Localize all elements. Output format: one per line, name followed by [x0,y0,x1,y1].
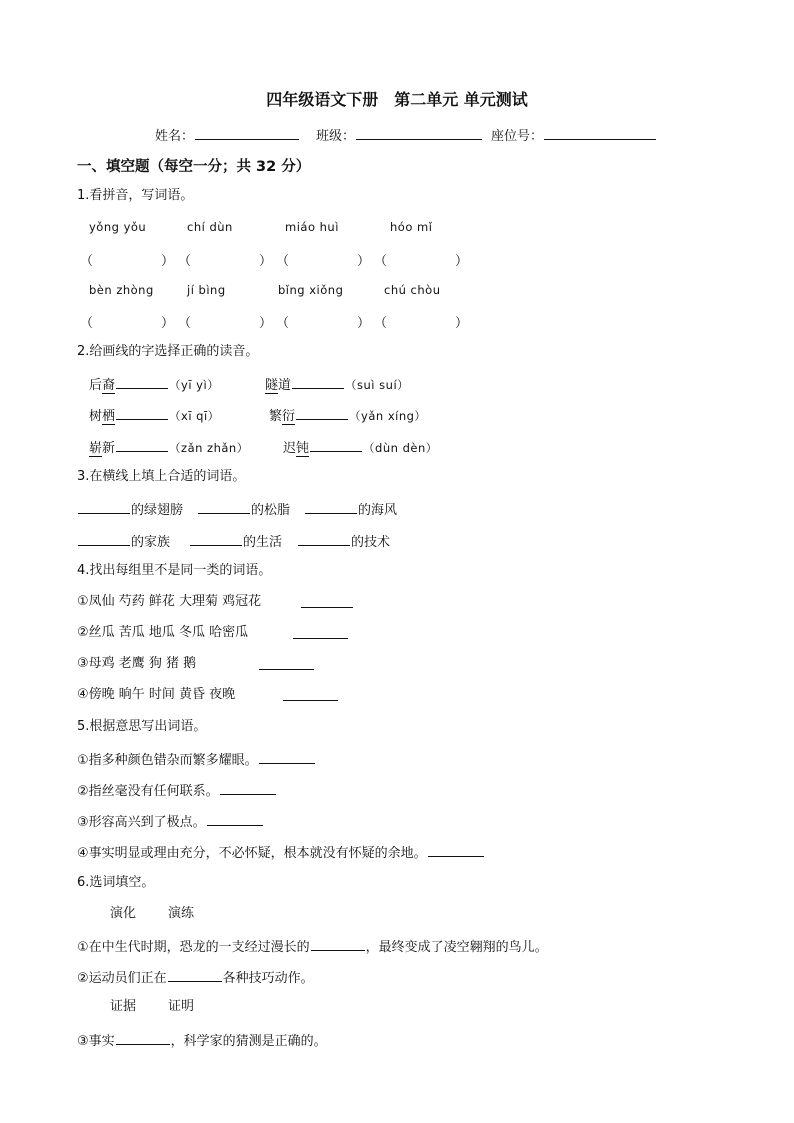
pinyin-5: bèn zhòng [89,283,154,297]
answer-box-7[interactable]: （ ） [276,316,371,331]
reading-item-5: 崭新 （zǎn zhǎn） [89,438,249,457]
meaning-item-2: ②指丝毫没有任何联系。 [77,781,277,800]
seat-blank[interactable] [544,126,656,140]
sentence-1: ①在中生代时期，恐龙的一支经过漫长的 ，最终变成了凌空翱翔的鸟儿。 [77,937,548,956]
word-option-3: 证据 [110,999,137,1014]
answer-box-8[interactable]: （ ） [374,316,469,331]
answer-blank[interactable] [220,781,276,795]
pinyin-3: miáo huì [285,220,339,234]
answer-blank[interactable] [168,968,222,982]
reading-item-6: 迟钝 （dùn dèn） [283,438,438,457]
answer-blank[interactable] [116,406,168,420]
name-blank[interactable] [195,126,299,140]
answer-blank[interactable] [259,656,314,670]
q3-prompt: 3.在横线上填上合适的词语。 [77,469,246,484]
meaning-item-3: ③形容高兴到了极点。 [77,812,264,831]
answer-blank[interactable] [78,532,130,546]
answer-blank[interactable] [311,937,365,951]
fill-item-5: 的生活 [189,532,282,551]
answer-blank[interactable] [305,500,357,514]
underlined-char: 栖 [102,409,116,424]
meaning-item-4: ④事实明显或理由充分，不必怀疑，根本就没有怀疑的余地。 [77,843,485,862]
class-label: 班级： [316,129,356,144]
word-option-2: 演练 [168,906,195,921]
class-field [316,126,483,145]
class-blank[interactable] [356,126,482,140]
group-item-2: ②丝瓜 苦瓜 地瓜 冬瓜 哈密瓜 [77,625,249,640]
q6-prompt: 6.选词填空。 [77,875,155,890]
pinyin-7: bǐng xiǒng [278,283,344,297]
underlined-char: 隧 [265,378,279,393]
answer-blank[interactable] [190,532,242,546]
pinyin-8: chú chòu [384,283,441,297]
meaning-item-1: ①指多种颜色错杂而繁多耀眼。 [77,750,316,769]
word-option-4: 证明 [168,999,195,1014]
fill-item-4: 的家族 [77,532,170,551]
pinyin-2: chí dùn [187,220,233,234]
answer-blank[interactable] [283,687,338,701]
page-title: 四年级语文下册 第二单元 单元测试 [266,90,528,109]
pinyin-4: hóo mǐ [390,220,433,234]
group-item-1: ①凤仙 芍药 鲜花 大理菊 鸡冠花 [77,594,262,609]
fill-item-2: 的松脂 [197,500,290,519]
answer-blank[interactable] [298,532,350,546]
answer-blank[interactable] [292,375,344,389]
reading-item-1: 后裔 （yī yì） [89,375,219,394]
sentence-3: ③事实 ，科学家的猜测是正确的。 [77,1031,327,1050]
name-field [155,126,300,145]
answer-blank[interactable] [428,843,484,857]
q4-prompt: 4.找出每组里不是同一类的词语。 [77,563,272,578]
section-heading: 一、填空题（每空一分；共 32 分） [77,159,311,175]
pinyin-6: jí bìng [187,283,226,297]
answer-blank[interactable] [301,594,353,608]
fill-item-3: 的海风 [304,500,397,519]
pinyin-1: yǒng yǒu [89,220,147,234]
q1-prompt: 1.看拼音，写词语。 [77,188,194,203]
fill-item-1: 的绿翅膀 [77,500,183,519]
answer-box-4[interactable]: （ ） [374,254,469,269]
group-item-4: ④傍晚 晌午 时间 黄昏 夜晚 [77,687,236,702]
underlined-char: 衍 [282,409,296,424]
seat-label: 座位号： [491,129,544,144]
reading-item-3: 树栖 （xī qī） [89,406,220,425]
answer-box-5[interactable]: （ ） [80,316,175,331]
answer-blank[interactable] [116,1031,170,1045]
underlined-char: 裔 [102,378,116,393]
sentence-2: ②运动员们正在 各种技巧动作。 [77,968,314,987]
answer-box-2[interactable]: （ ） [178,254,273,269]
q2-prompt: 2.给画线的字选择正确的读音。 [77,344,259,359]
answer-box-1[interactable]: （ ） [80,254,175,269]
reading-item-2: 隧道 （suì suí） [265,375,409,394]
answer-blank[interactable] [293,625,348,639]
answer-blank[interactable] [296,406,348,420]
underlined-char: 钝 [296,441,310,456]
fill-item-6: 的技术 [297,532,390,551]
answer-blank[interactable] [116,438,168,452]
group-item-3: ③母鸡 老鹰 狗 猪 鹅 [77,656,197,671]
q5-prompt: 5.根据意思写出词语。 [77,719,207,734]
answer-box-6[interactable]: （ ） [178,316,273,331]
answer-blank[interactable] [310,438,362,452]
answer-blank[interactable] [78,500,130,514]
underlined-char: 崭 [89,441,103,456]
word-option-1: 演化 [110,906,137,921]
reading-item-4: 繁衍 （yǎn xíng） [269,406,426,425]
answer-blank[interactable] [198,500,250,514]
answer-blank[interactable] [259,750,315,764]
seat-field [491,126,657,145]
answer-blank[interactable] [207,812,263,826]
answer-blank[interactable] [116,375,168,389]
name-label: 姓名： [155,129,195,144]
answer-box-3[interactable]: （ ） [276,254,371,269]
